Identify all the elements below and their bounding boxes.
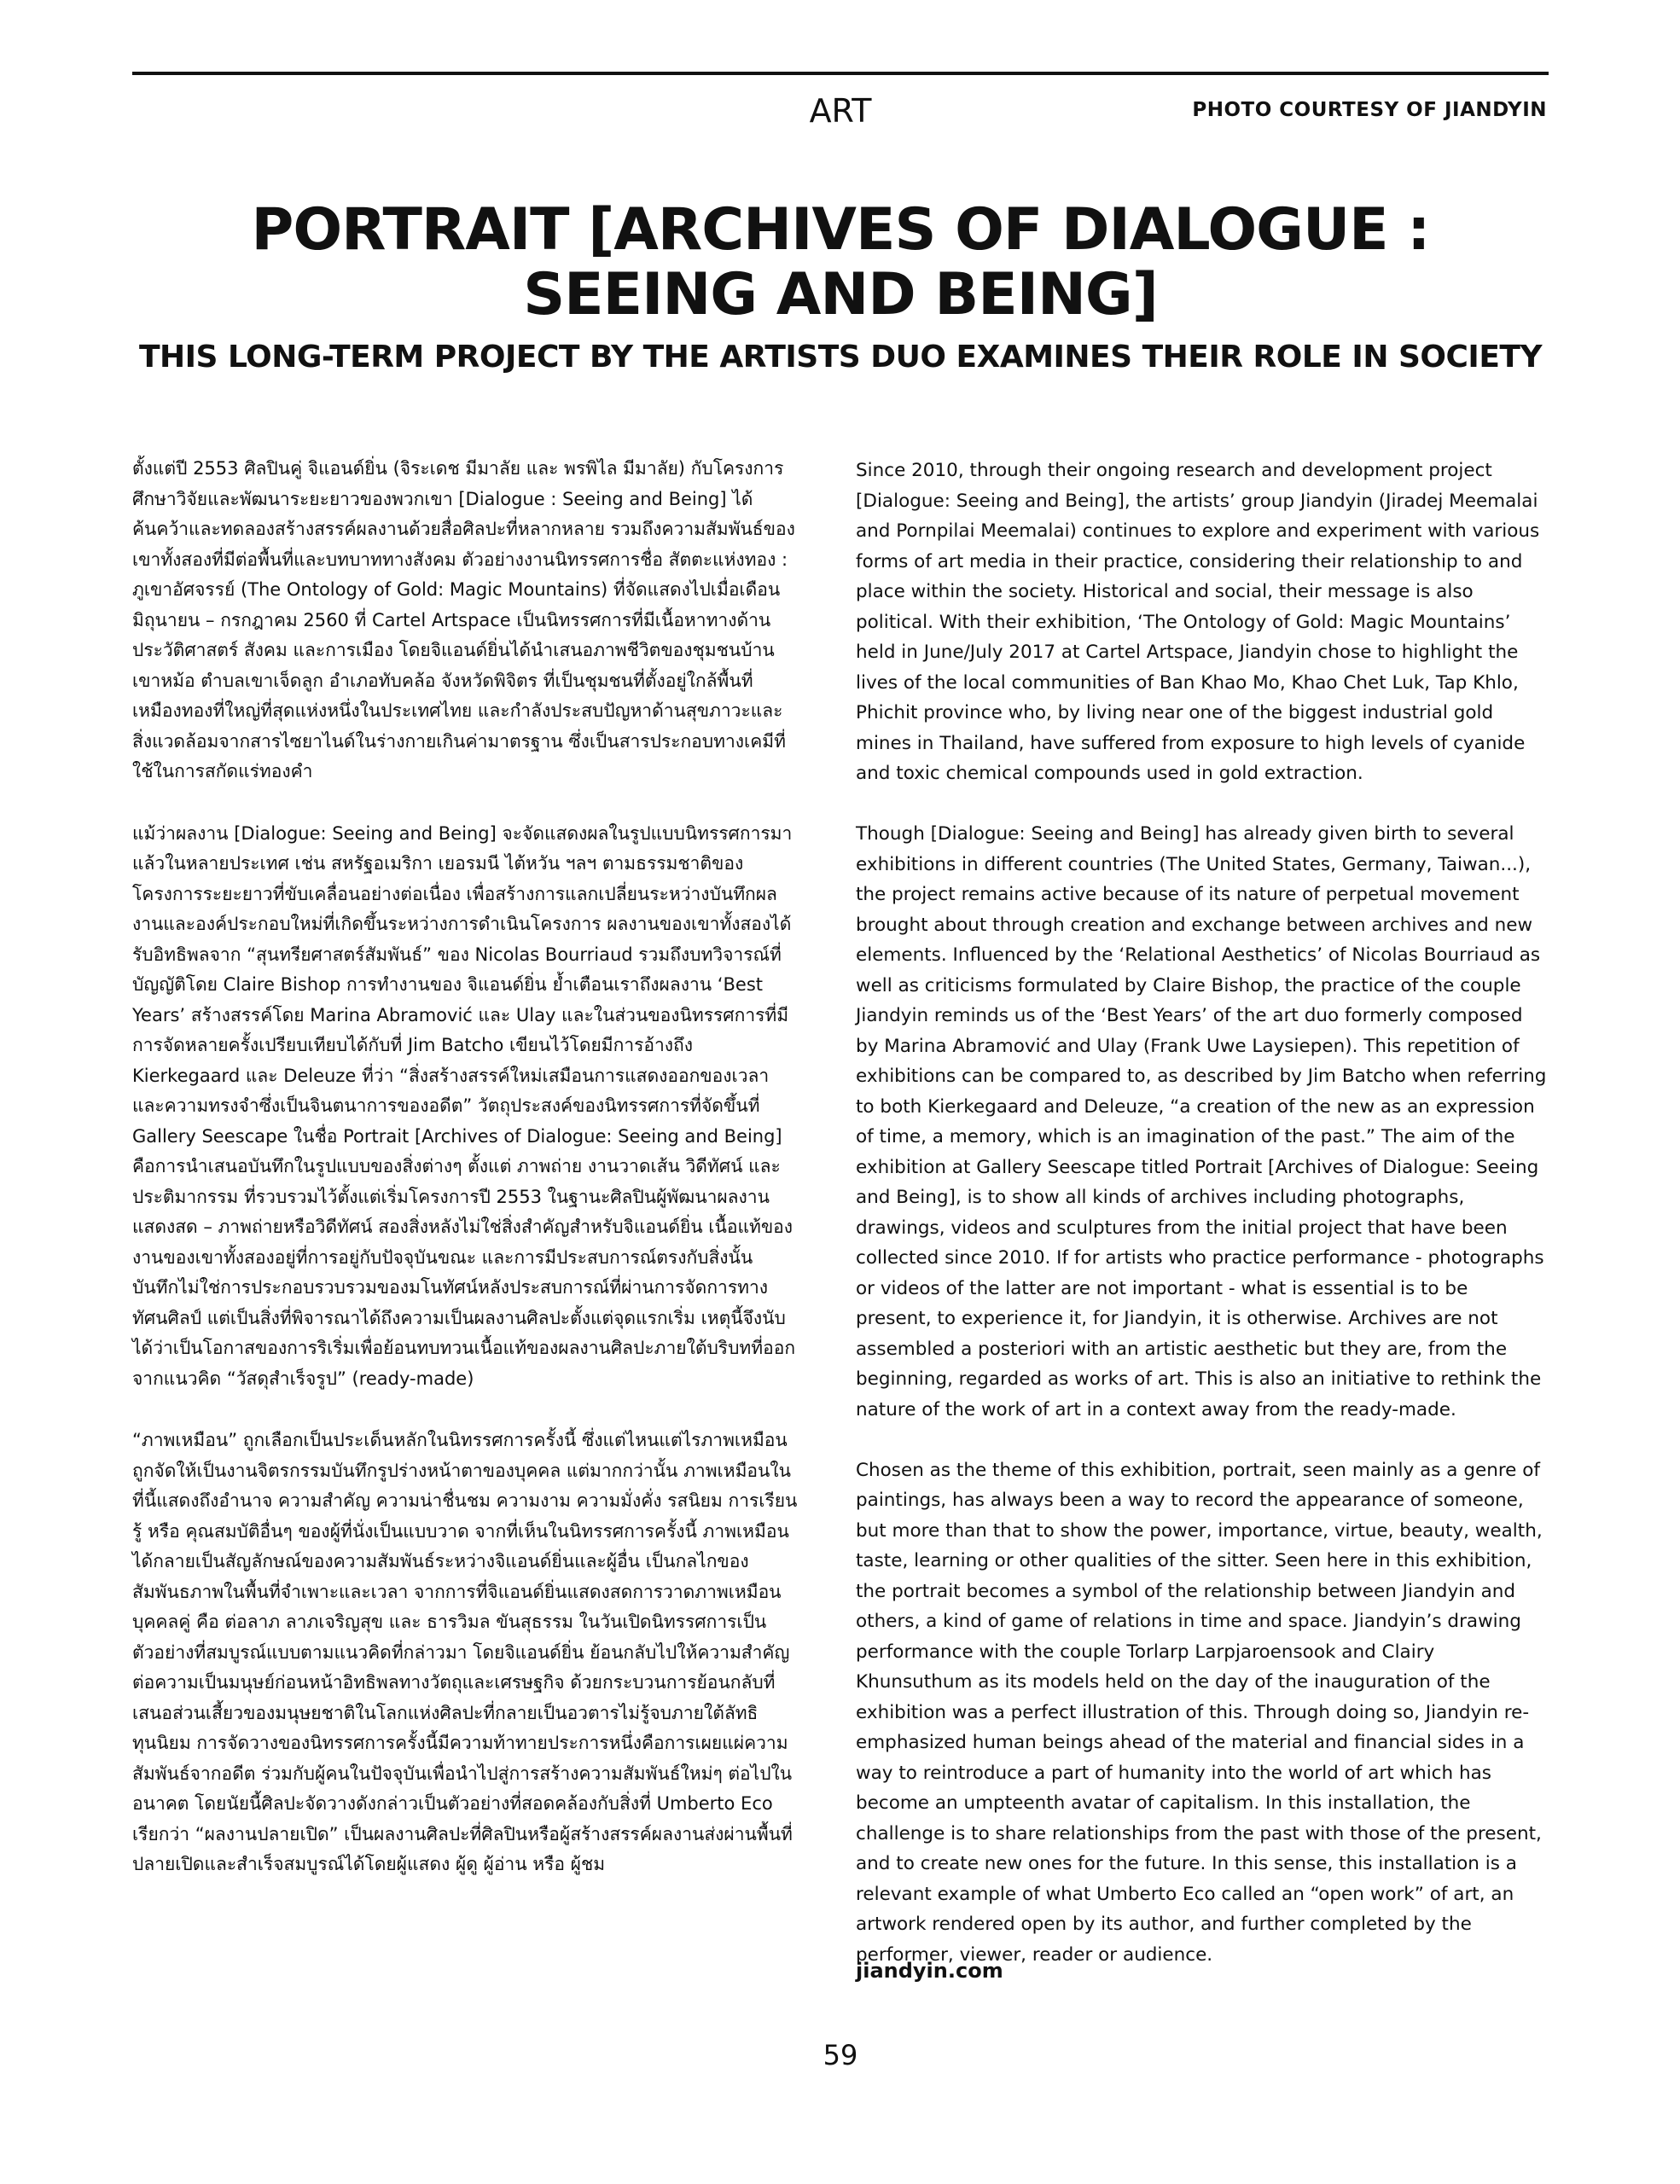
thai-paragraph-1: ตั้งแต่ปี 2553 ศิลปินคู่ จิแอนด์ยิ่น (จิระเดช มีมาลัย และ พรพิไล มีมาลัย) กับโครงการศึกษาวิจัยและพัฒนาระยะยาวของพวกเขา [Dialogue : Seeing and Being] ได้ค้นคว้าและทดลองสร้างสรรค์ผลงานด้วยสื่อศิลปะที่หลากหลาย รวมถึงความสัมพันธ์ของเขาทั้งสองที่มีต่อพื้นที่และบทบาททางสังคม ตัวอย่างงานนิทรรศการชื่อ สัตตะแห่งทอง : ภูเขาอัศจรรย์ (The Ontology of Gold: Magic Mountains) ที่จัดแสดงไปเมื่อเดือนมิถุนายน – กรกฎาคม 2560 ที่ Cartel Artspace เป็นนิทรรศการที่มีเนื้อหาทางด้านประวัติศาสตร์ สังคม และการเมือง โดยจิแอนด์ยิ่นได้นำเสนอภาพชีวิตของชุมชนบ้านเขาหม้อ ตำบลเขาเจ็ดลูก อำเภอทับคล้อ จังหวัดพิจิตร ที่เป็นชุมชนที่ตั้งอยู่ใกล้พื้นที่เหมืองทองที่ใหญ่ที่สุดแห่งหนึ่งในประเทศไทย และกำลังประสบปัญหาด้านสุขภาวะและสิ่งแวดล้อมจากสารไซยาไนด์ในร่างกายเกินค่ามาตรฐาน ซึ่งเป็นสารประกอบทางเคมีที่ใช้ในการสกัดแร่ทองคำ	[132, 458, 795, 781]
section-label: ART	[809, 92, 872, 130]
english-column	[856, 456, 1549, 2001]
english-paragraph-2: Though [Dialogue: Seeing and Being] has already given birth to several exhibitions in different countries (The United States, Germany, Taiwan...), the project remains active because of its nature of perpetual movement brought about through creation and exchange between archives and new elements. Influenced by the ‘Relational Aesthetics’ of Nicolas Bourriaud as well as criticisms formulated by Claire Bishop, the practice of the couple Jiandyin reminds us of the ‘Best Years’ of the art duo formerly composed by Marina Abramović and Ulay (Frank Uwe Laysiepen). This repetition of exhibitions can be compared to, as described by Jim Batcho when referring to both Kierkegaard and Deleuze, “a creation of the new as an expression of time, a memory, which is an imagination of the past.” The aim of the exhibition at Gallery Seescape titled Portrait [Archives of Dialogue: Seeing and Being], is to show all kinds of archives including photographs, drawings, videos and sculptures from the initial project that have been collected since 2010. If for artists who practice performance - photographs or videos of the latter are not important - what is essential is to be present, to experience it, for Jiandyin, it is otherwise. Archives are not assembled a posteriori with an artistic aesthetic but they are, from the beginning, regarded as works of art. This is also an initiative to rethink the nature of the work of art in a context away from the ready-made.	[856, 823, 1547, 1420]
photo-credit: PHOTO COURTESY OF JIANDYIN	[1192, 99, 1547, 121]
header-rule	[132, 72, 1549, 75]
article-subtitle: THIS LONG-TERM PROJECT BY THE ARTISTS DUO EXAMINES THEIR ROLE IN SOCIETY	[138, 340, 1543, 375]
article-title: PORTRAIT [ARCHIVES OF DIALOGUE : SEEING AND BEING]	[251, 196, 1430, 328]
thai-column	[132, 454, 798, 1912]
english-paragraph-1: Since 2010, through their ongoing research and development project [Dialogue: Seeing and Being], the artists’ group Jiandyin (Jiradej Meemalai and Pornpilai Meemalai) continues to explore and experiment with various forms of art media in their practice, considering their relationship to and place within the society. Historical and social, their message is also political. With their exhibition, ‘The Ontology of Gold: Magic Mountains’ held in June/July 2017 at Cartel Artspace, Jiandyin chose to highlight the lives of the local communities of Ban Khao Mo, Khao Chet Luk, Tap Khlo, Phichit province who, by living near one of the biggest industrial gold mines in Thailand, have suffered from exposure to high levels of cyanide and toxic chemical compounds used in gold extraction.	[856, 460, 1540, 784]
page-number: 59	[823, 2039, 858, 2071]
thai-paragraph-2: แม้ว่าผลงาน [Dialogue: Seeing and Being] จะจัดแสดงผลในรูปแบบนิทรรศการมาแล้วในหลายประเทศ เช่น สหรัฐอเมริกา เยอรมนี ไต้หวัน ฯลฯ ตามธรรมชาติของโครงการระยะยาวที่ขับเคลื่อนอย่างต่อเนื่อง เพื่อสร้างการแลกเปลี่ยนระหว่างบันทึกผลงานและองค์ประกอบใหม่ที่เกิดขึ้นระหว่างการดำเนินโครงการ ผลงานของเขาทั้งสองได้รับอิทธิพลจาก “สุนทรียศาสตร์สัมพันธ์” ของ Nicolas Bourriaud รวมถึงบทวิจารณ์ที่บัญญัติโดย Claire Bishop การทำงานของ จิแอนด์ยิ่น ย้ำเตือนเราถึงผลงาน ‘Best Years’ สร้างสรรค์โดย Marina Abramović และ Ulay และในส่วนของนิทรรศการที่มีการจัดหลายครั้งเปรียบเทียบได้กับที่ Jim Batcho เขียนไว้โดยมีการอ้างถึง Kierkegaard และ Deleuze ที่ว่า “สิ่งสร้างสรรค์ใหม่เสมือนการแสดงออกของเวลา และความทรงจำซึ่งเป็นจินตนาการของอดีต” วัตถุประสงค์ของนิทรรศการที่จัดขึ้นที่ Gallery Seescape ในชื่อ Portrait [Archives of Dialogue: Seeing and Being] คือการนำเสนอบันทึกในรูปแบบของสิ่งต่างๆ ตั้งแต่ ภาพถ่าย งานวาดเส้น วิดีทัศน์ และประติมากรรม ที่รวบรวมไว้ตั้งแต่เริ่มโครงการปี 2553 ในฐานะศิลปินผู้พัฒนาผลงานแสดงสด – ภาพถ่ายหรือวิดีทัศน์ สองสิ่งหลังไม่ใช่สิ่งสำคัญสำหรับจิแอนด์ยิ่น เนื้อแท้ของงานของเขาทั้งสองอยู่ที่การอยู่กับปัจจุบันขณะ และการมีประสบการณ์ตรงกับสิ่งนั้น บันทึกไม่ใช่การประกอบรวบรวมของมโนทัศน์หลังประสบการณ์ที่ผ่านการจัดการทางทัศนศิลป์ แต่เป็นสิ่งที่พิจารณาได้ถึงความเป็นผลงานศิลปะตั้งแต่จุดแรกเริ่ม เหตุนี้จึงนับได้ว่าเป็นโอกาสของการริเริ่มเพื่อย้อนทบทวนเนื้อแท้ของผลงานศิลปะภายใต้บริบทที่ออกจากแนวคิด “วัสดุสำเร็จรูป” (ready-made)	[132, 822, 796, 1389]
website-link[interactable]: jiandyin.com	[856, 1959, 1003, 1983]
english-paragraph-3: Chosen as the theme of this exhibition, portrait, seen mainly as a genre of paintings, has always been a way to record the appearance of someone, but more than that to show the power, importance, virtue, beauty, wealth, taste, learning or other qualities of the sitter. Seen here in this exhibition, the portrait becomes a symbol of the relationship between Jiandyin and others, a kind of game of relations in time and space. Jiandyin’s drawing performance with the couple Torlarp Larpjaroensook and Clairy Khunsuthum as its models held on the day of the inauguration of the exhibition was a perfect illustration of this. Through doing so, Jiandyin re-emphasized human beings ahead of the material and financial sides in a way to reintroduce a part of humanity into the world of art which has become an umpteenth avatar of capitalism. In this installation, the challenge is to share relationships from the past with those of the present, and to create new ones for the future. In this sense, this installation is a relevant example of what Umberto Eco called an “open work” of art, an artwork rendered open by its author, and further completed by the performer, viewer, reader or audience.	[856, 1459, 1543, 1966]
thai-paragraph-3: “ภาพเหมือน” ถูกเลือกเป็นประเด็นหลักในนิทรรศการครั้งนี้ ซึ่งแต่ไหนแต่ไรภาพเหมือนถูกจัดให้เป็นงานจิตรกรรมบันทึกรูปร่างหน้าตาของบุคคล แต่มากกว่านั้น ภาพเหมือนในที่นี้แสดงถึงอำนาจ ความสำคัญ ความน่าชื่นชม ความงาม ความมั่งคั่ง รสนิยม การเรียนรู้ หรือ คุณสมบัติอื่นๆ ของผู้ที่นั่งเป็นแบบวาด จากที่เห็นในนิทรรศการครั้งนี้ ภาพเหมือนได้กลายเป็นสัญลักษณ์ของความสัมพันธ์ระหว่างจิแอนด์ยิ่นและผู้อื่น เป็นกลไกของสัมพันธภาพในพื้นที่จำเพาะและเวลา จากการที่จิแอนด์ยิ่นแสดงสดการวาดภาพเหมือนบุคคลคู่ คือ ต่อลาภ ลาภเจริญสุข และ ธารวิมล ขันสุธรรม ในวันเปิดนิทรรศการเป็นตัวอย่างที่สมบูรณ์แบบตามแนวคิดที่กล่าวมา โดยจิแอนด์ยิ่น ย้อนกลับไปให้ความสำคัญต่อความเป็นมนุษย์ก่อนหน้าอิทธิพลทางวัตถุและเศรษฐกิจ ด้วยกระบวนการย้อนกลับที่เสนอส่วนเสี้ยวของมนุษยชาติในโลกแห่งศิลปะที่กลายเป็นอวตารไม่รู้จบภายใต้ลัทธิทุนนิยม การจัดวางของนิทรรศการครั้งนี้มีความท้าทายประการหนึ่งคือการเผยแผ่ความสัมพันธ์จากอดีต ร่วมกับผู้คนในปัจจุบันเพื่อนำไปสู่การสร้างความสัมพันธ์ใหม่ๆ ต่อไปในอนาคต โดยนัยนี้ศิลปะจัดวางดังกล่าวเป็นตัวอย่างที่สอดคล้องกับสิ่งที่ Umberto Eco เรียกว่า “ผลงานปลายเปิด” เป็นผลงานศิลปะที่ศิลปินหรือผู้สร้างสรรค์ผลงานส่งผ่านพื้นที่ปลายเปิดและสำเร็จสมบูรณ์ได้โดยผู้แสดง ผู้ดู ผู้อ่าน หรือ ผู้ชม	[132, 1430, 798, 1874]
